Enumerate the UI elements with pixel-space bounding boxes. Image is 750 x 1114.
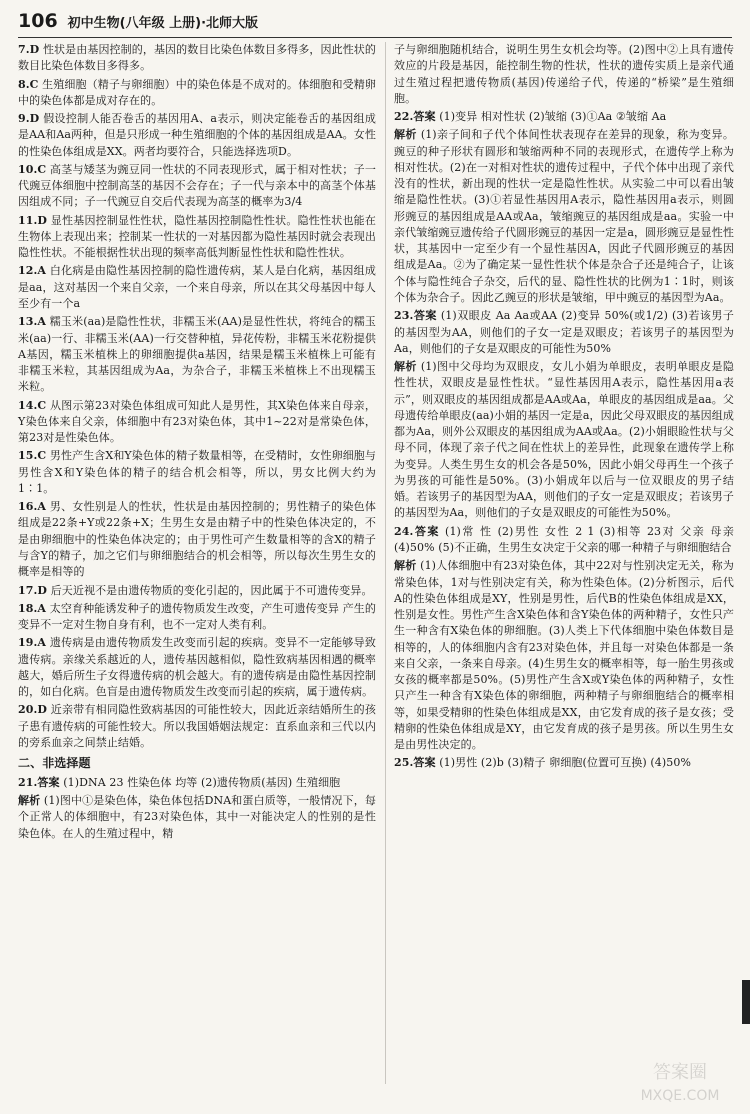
- page-edge-tab: [742, 980, 750, 1024]
- left-column: [18, 42, 376, 844]
- svg-text:答案圈: 答案圈: [653, 1062, 707, 1083]
- answer-item: [18, 42, 376, 75]
- answer-text: 生殖细胞（精子与卵细胞）中的染色体是不成对的。体细胞和受精卵中的染色体都是成对存在的。: [18, 77, 376, 107]
- item-text: (1)双眼皮 Aa Aa或AA (2)变异 50%(或1/2) (3)若该男子的基因型为AA，则他们的子女一定是双眼皮；若该男子的基因型为Aa，则他们的子女是双眼皮的可能性为50%: [394, 309, 734, 355]
- item-text: (1)常 性 (2)男性 女性 2 1 (3)相等 23对 父亲 母亲 (4)50% (5)不正确，生男生女决定于父亲的哪一种精子与卵细胞结合: [394, 524, 734, 554]
- answer-21-id: 21.答案: [18, 775, 60, 789]
- left-answer-list: [18, 42, 376, 751]
- answer-id: 20.D: [18, 703, 48, 717]
- answer-id: 22.答案: [394, 110, 436, 124]
- answer-text: 后天近视不是由遗传物质的变化引起的，因此属于不可遗传变异。: [50, 583, 373, 597]
- answer-text: 显性基因控制显性性状，隐性基因控制隐性性状。隐性性状也能在生物体上表现出来；控制某一性状的一对基因都为隐性基因时就会表现出隐性性状。不能根据性状出现的频率高低判断显性性状和隐性性状。: [18, 213, 376, 260]
- answer-item: [394, 524, 734, 557]
- right-column: [394, 42, 734, 774]
- answer-id: 14.C: [18, 398, 47, 412]
- header-rule: [18, 37, 732, 38]
- answer-item: [18, 314, 376, 395]
- answer-id: 24.答案: [394, 524, 440, 538]
- answer-id: 11.D: [18, 213, 48, 227]
- page-header: [18, 10, 732, 36]
- answer-text: 遗传病是由遗传物质发生改变而引起的疾病。变异不一定能够导致遗传病。亲缘关系越近的人，遗传基因越相似，隐性致病基因相遇的概率越大，婚后所生子女得遗传病的机会越大。有的遗传病是由隐性基因控制的，如白化病。色盲是由遗传物质发生改变而引起的疾病，属于遗传病。: [18, 636, 376, 699]
- analysis-label: 解析: [394, 360, 417, 374]
- answer-item: [18, 111, 376, 160]
- answer-id: 13.A: [18, 315, 47, 329]
- continued-text: [394, 42, 734, 107]
- answer-id: 19.A: [18, 636, 47, 650]
- answer-item: [18, 213, 376, 262]
- book-title: 初中生物(八年级 上册)·北师大版: [67, 16, 259, 31]
- answer-item: [18, 635, 376, 700]
- answer-id: 9.D: [18, 112, 40, 126]
- answer-item: [394, 755, 734, 771]
- watermark-logo: [620, 1056, 740, 1106]
- answer-id: 17.D: [18, 583, 48, 597]
- analysis-21-text: (1)图中①是染色体，染色体包括DNA和蛋白质等，一般情况下，每个正常人的体细胞中，有23对染色体，其中一对能决定人的性别的是性染色体。在人的生殖过程中，精: [18, 794, 377, 840]
- answer-id: 10.C: [18, 162, 47, 176]
- answer-text: 高茎与矮茎为豌豆同一性状的不同表现形式，属于相对性状；子一代豌豆体细胞中控制高茎的基因不会存在；子一代与亲本中的高茎个体基因组成不同；子一代豌豆自交后代表现为高茎的概率为3/4: [18, 162, 376, 209]
- answer-item: [18, 499, 376, 580]
- answer-item: [394, 308, 734, 357]
- answer-item: [18, 702, 376, 751]
- analysis-item: [394, 359, 734, 522]
- analysis-21-label: 解析: [18, 794, 41, 808]
- answer-item: [18, 398, 376, 447]
- answer-text: 从图示第23对染色体组成可知此人是男性，其X染色体来自母亲，Y染色体来自父亲，体细胞中有23对染色体，其中1~22对是常染色体，第23对是性染色体。: [18, 398, 376, 445]
- answer-21-text: (1)DNA 23 性染色体 均等 (2)遗传物质(基因) 生殖细胞: [63, 775, 341, 789]
- answer-text: 太空育种能诱发种子的遗传物质发生改变，产生可遗传变异 产生的变异不一定对生物自身有利，也不一定对人类有利。: [18, 601, 376, 632]
- answer-item: [394, 109, 734, 125]
- answer-id: 7.D: [18, 43, 40, 56]
- page-number: 106: [18, 10, 58, 32]
- answer-item: [18, 77, 376, 110]
- answer-item: [18, 448, 376, 497]
- item-text: (1)图中父母均为双眼皮，女儿小娟为单眼皮，表明单眼皮是隐性性状，双眼皮是显性性状。“显性基因用A表示，隐性基因用a表示”，则双眼皮的基因组成都是AA或Aa，单眼皮的基因组成是aa。父母遗传给单眼皮(aa)小娟的基因一定是a，因此父母双眼皮的基因组成都为Aa，则外公双眼皮的基因组成为AA或Aa。(2)小娟眼睑性状与父母不同，体现了亲子代之间在性状上的差异性，此现象在遗传学上称为变异。人类生男生女的机会各是50%，因此小娟父母再生一个孩子为男孩的可能性是50%。(3)小娟成年以后与一位双眼皮的男子结婚。若该男子的基因型为AA，则他们的子女一定是双眼皮；若该男子的基因型为Aa，则他们的子女是双眼皮的可能性为50%。: [394, 360, 734, 520]
- answer-item: [18, 162, 376, 211]
- column-divider: [385, 42, 386, 1084]
- answer-text: 近亲带有相同隐性致病基因的可能性较大，因此近亲结婚所生的孩子患有遗传病的可能性较大。所以我国婚姻法规定：直系血亲和三代以内的旁系血亲之间禁止结婚。: [18, 703, 376, 749]
- analysis-label: 解析: [394, 559, 417, 573]
- answer-id: 8.C: [18, 77, 39, 91]
- answer-id: 15.C: [18, 449, 47, 463]
- answer-text: 男性产生含X和Y染色体的精子数量相等，在受精时，女性卵细胞与男性含X和Y染色体的精子的结合机会相等，所以，男女比例大约为1∶1。: [18, 449, 376, 495]
- item-text: (1)人体细胞中有23对染色体，其中22对与性别决定无关，称为常染色体，1对与性别决定有关，称为性染色体。(2)分析图示，后代A的性染色体组成是XY，性别是男性，后代B的性染色体组成是XX，性别是女性。男性产生含X染色体和含Y染色体的两种精子，女性只产生一种含有X染色体的卵细胞。(3)人类上下代体细胞中染色体数目是相等的，人的体细胞内含有23对染色体，并且每一对染色体都是一条来自父亲，一条来自母亲。(4)生男生女的概率相等，每一胎生男孩或女孩的概率都是50%。(5)男性产生含X或Y染色体的两种精子，女性只产生一种含有X染色体的卵细胞，两种精子与卵细胞结合的概率相等，如果受精卵的性染色体组成是XX，由它发育成的孩子是女孩；受精卵的性染色体组成是XY，由它发育成的孩子是男孩。所以生男生女是由男性决定的。: [394, 559, 734, 752]
- answer-id: 23.答案: [394, 309, 437, 323]
- answer-21: [18, 775, 376, 791]
- answer-text: 糯玉米(aa)是隐性性状，非糯玉米(AA)是显性性状，将纯合的糯玉米(aa)一行、非糯玉米(AA)一行交替种植，异花传粉，非糯玉米花粉提供A基因，糯玉米植株上的卵细胞提供a基因，结果是糯玉米植株上可能有非糯玉米粒，其基因组成为Aa，为杂合子，非糯玉米植株上不出现糯玉米粒。: [18, 315, 376, 394]
- answer-item: [18, 601, 376, 634]
- item-text: (1)男性 (2)b (3)精子 卵细胞(位置可互换) (4)50%: [439, 756, 692, 770]
- answer-text: 假设控制人能否卷舌的基因用A、a表示，则决定能卷舌的基因组成是AA和Aa两种，但是只形成一种生殖细胞的个体的基因组成是AA。女性的性染色体组成是XX。两者均要符合，只能选择选项D。: [18, 112, 376, 158]
- answer-item: [18, 263, 376, 312]
- item-text: (1)亲子间和子代个体间性状表现存在差异的现象，称为变异。豌豆的种子形状有圆形和皱缩两种不同的表现形式，在遗传学上称为相对性状。(2)在一对相对性状的遗传过程中，子代个体中出现了亲代没有的性状，新出现的性状一定是隐性性状。从实验二中可以看出皱缩是隐性性状。(3)①若显性基因用A表示，隐性基因用a表示，则圆形豌豆的基因组成是AA或Aa，皱缩豌豆的基因组成是aa。实验一中亲代皱缩豌豆遗传给子代圆形豌豆的基因一定是a，圆形豌豆是显性性状，其基因中一定至少有一个显性基因A，因此子代圆形豌豆的基因组成是Aa。②为了确定某一显性性状个体是杂合子还是纯合子，让该个体与隐性纯合子杂交，后代的显、隐性性状的比例为1∶1时，则该个体为杂合子。因此乙豌豆的形状是皱缩，甲中豌豆的基因型为Aa。: [394, 128, 734, 304]
- answer-text: 性状是由基因控制的，基因的数目比染色体数目多得多，因此性状的数目比染色体数目多得多。: [18, 43, 376, 73]
- answer-item: [18, 583, 376, 599]
- analysis-item: [394, 558, 734, 753]
- section-title: 二、非选择题: [18, 756, 91, 771]
- analysis-21: [18, 793, 376, 842]
- answer-id: 25.答案: [394, 756, 436, 770]
- analysis-item: [394, 127, 734, 306]
- answer-id: 16.A: [18, 500, 47, 514]
- item-text: (1)变异 相对性状 (2)皱缩 (3)①Aa ②皱缩 Aa: [439, 110, 667, 124]
- item-text: 子与卵细胞随机结合，说明生男生女机会均等。(2)图中②上具有遗传效应的片段是基因，能控制生物的性状，性状的遗传实质上是亲代通过生殖过程把遗传物质(基因)传递给子代，传递的“桥梁”是生殖细胞。: [394, 43, 734, 105]
- answer-text: 男、女性别是人的性状，性状是由基因控制的；男性精子的染色体组成是22条+Y或22条+X；生男生女是由精子中的性染色体决定的，不是由卵细胞中的性染色体决定的；由于男性可产生数量相等的含X的精子与含Y的精子，加之它们与卵细胞结合的机会相等，所以每次生男生女的概率是相等的: [18, 500, 376, 579]
- right-answer-list: [394, 42, 734, 772]
- answer-id: 12.A: [18, 264, 47, 278]
- svg-text:MXQE.COM: MXQE.COM: [640, 1088, 720, 1104]
- answer-text: 白化病是由隐性基因控制的隐性遗传病，某人是白化病，基因组成是aa，这对基因一个来自父亲，一个来自母亲，所以在其父母基因中每人至少有一个a: [18, 264, 376, 310]
- analysis-label: 解析: [394, 128, 417, 142]
- answer-id: 18.A: [18, 601, 47, 615]
